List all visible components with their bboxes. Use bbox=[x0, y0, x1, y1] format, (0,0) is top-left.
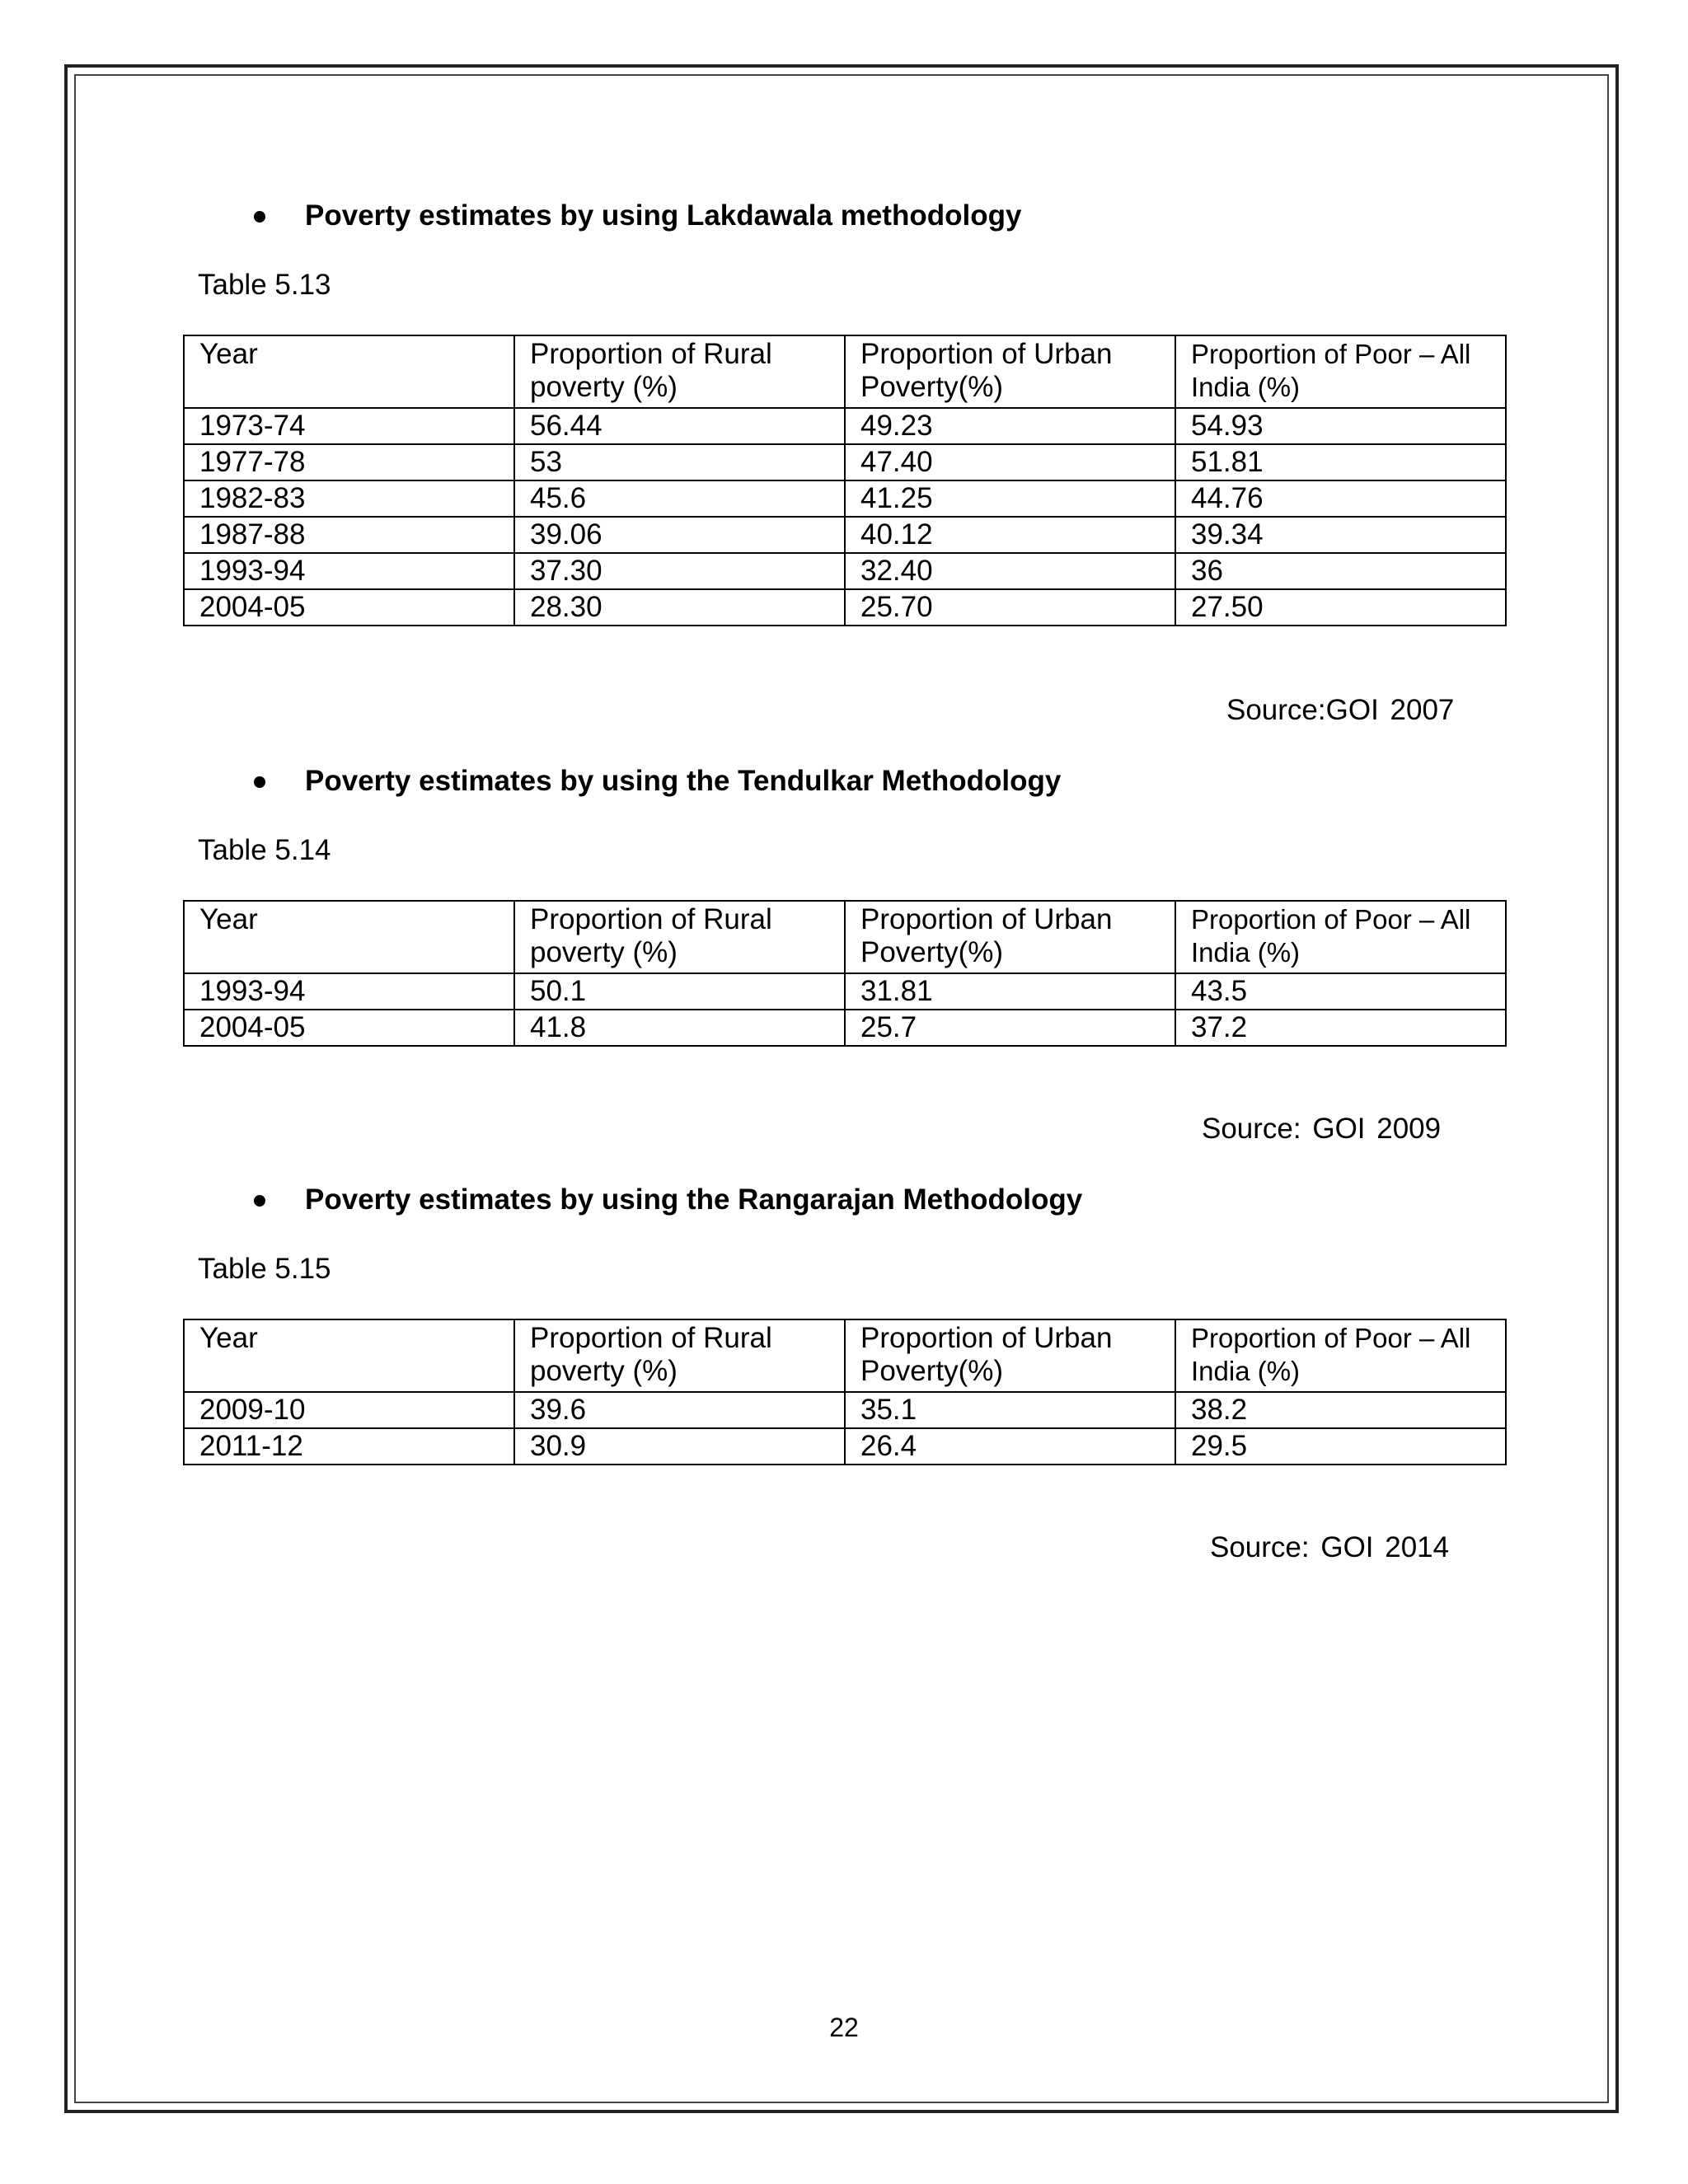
table-cell: 56.44 bbox=[514, 408, 845, 444]
table-cell: 29.5 bbox=[1175, 1428, 1506, 1465]
table-cell: 25.7 bbox=[845, 1010, 1175, 1046]
table-cell: 1993-94 bbox=[184, 973, 514, 1010]
data-table-rangarajan bbox=[183, 1319, 1507, 1465]
section-heading: Poverty estimates by using the Tendulkar Methodology bbox=[305, 765, 1062, 797]
table-cell: 2011-12 bbox=[184, 1428, 514, 1465]
column-header: Proportion of Poor – All India (%) bbox=[1175, 1319, 1506, 1392]
source-citation: Source: GOI 2009 bbox=[1202, 1113, 1442, 1145]
table-cell: 50.1 bbox=[514, 973, 845, 1010]
table-row bbox=[184, 444, 1506, 480]
section-heading: Poverty estimates by using Lakdawala methodology bbox=[305, 199, 1022, 232]
table-row bbox=[184, 1392, 1506, 1428]
bullet-icon bbox=[254, 1195, 265, 1207]
column-header: Year bbox=[184, 335, 514, 408]
page-number: 22 bbox=[829, 2013, 859, 2042]
column-header: Proportion of Urban Poverty(%) bbox=[845, 1319, 1175, 1392]
table-row bbox=[184, 589, 1506, 626]
data-table-lakdawala bbox=[183, 335, 1507, 626]
table-row bbox=[184, 553, 1506, 589]
data-table-tendulkar bbox=[183, 900, 1507, 1047]
table-row bbox=[184, 1428, 1506, 1465]
column-header: Proportion of Poor – All India (%) bbox=[1175, 335, 1506, 408]
table-cell: 53 bbox=[514, 444, 845, 480]
table-row bbox=[184, 973, 1506, 1010]
table-cell: 28.30 bbox=[514, 589, 845, 626]
table-cell: 36 bbox=[1175, 553, 1506, 589]
table-cell: 1973-74 bbox=[184, 408, 514, 444]
table-cell: 25.70 bbox=[845, 589, 1175, 626]
column-header: Year bbox=[184, 901, 514, 973]
table-header-row bbox=[184, 1319, 1506, 1392]
table-cell: 2004-05 bbox=[184, 1010, 514, 1046]
table-row bbox=[184, 1010, 1506, 1046]
table-cell: 39.06 bbox=[514, 517, 845, 553]
column-header: Proportion of Urban Poverty(%) bbox=[845, 335, 1175, 408]
bullet-icon bbox=[254, 211, 265, 223]
source-citation: Source:GOI 2007 bbox=[1226, 694, 1455, 726]
table-label: Table 5.13 bbox=[198, 269, 331, 301]
table-cell: 43.5 bbox=[1175, 973, 1506, 1010]
table-cell: 2004-05 bbox=[184, 589, 514, 626]
table-cell: 38.2 bbox=[1175, 1392, 1506, 1428]
table-cell: 1993-94 bbox=[184, 553, 514, 589]
column-header: Proportion of Urban Poverty(%) bbox=[845, 901, 1175, 973]
table-row bbox=[184, 517, 1506, 553]
table-cell: 44.76 bbox=[1175, 480, 1506, 517]
table-cell: 49.23 bbox=[845, 408, 1175, 444]
table-cell: 1982-83 bbox=[184, 480, 514, 517]
table-cell: 41.8 bbox=[514, 1010, 845, 1046]
table-row bbox=[184, 408, 1506, 444]
column-header: Proportion of Poor – All India (%) bbox=[1175, 901, 1506, 973]
column-header: Year bbox=[184, 1319, 514, 1392]
table-cell: 37.2 bbox=[1175, 1010, 1506, 1046]
table-cell: 1987-88 bbox=[184, 517, 514, 553]
bullet-icon bbox=[254, 776, 265, 788]
table-cell: 40.12 bbox=[845, 517, 1175, 553]
table-cell: 2009-10 bbox=[184, 1392, 514, 1428]
table-cell: 41.25 bbox=[845, 480, 1175, 517]
source-citation: Source: GOI 2014 bbox=[1210, 1531, 1450, 1563]
column-header: Proportion of Rural poverty (%) bbox=[514, 1319, 845, 1392]
table-cell: 45.6 bbox=[514, 480, 845, 517]
column-header: Proportion of Rural poverty (%) bbox=[514, 901, 845, 973]
table-cell: 26.4 bbox=[845, 1428, 1175, 1465]
table-cell: 39.6 bbox=[514, 1392, 845, 1428]
section-heading: Poverty estimates by using the Rangarajan Methodology bbox=[305, 1183, 1083, 1216]
table-cell: 35.1 bbox=[845, 1392, 1175, 1428]
table-header-row bbox=[184, 335, 1506, 408]
table-cell: 47.40 bbox=[845, 444, 1175, 480]
table-cell: 31.81 bbox=[845, 973, 1175, 1010]
table-cell: 51.81 bbox=[1175, 444, 1506, 480]
table-cell: 1977-78 bbox=[184, 444, 514, 480]
table-cell: 32.40 bbox=[845, 553, 1175, 589]
table-cell: 27.50 bbox=[1175, 589, 1506, 626]
table-label: Table 5.14 bbox=[198, 834, 331, 866]
table-cell: 37.30 bbox=[514, 553, 845, 589]
column-header: Proportion of Rural poverty (%) bbox=[514, 335, 845, 408]
table-header-row bbox=[184, 901, 1506, 973]
table-row bbox=[184, 480, 1506, 517]
table-label: Table 5.15 bbox=[198, 1253, 331, 1285]
table-cell: 54.93 bbox=[1175, 408, 1506, 444]
table-cell: 30.9 bbox=[514, 1428, 845, 1465]
table-cell: 39.34 bbox=[1175, 517, 1506, 553]
